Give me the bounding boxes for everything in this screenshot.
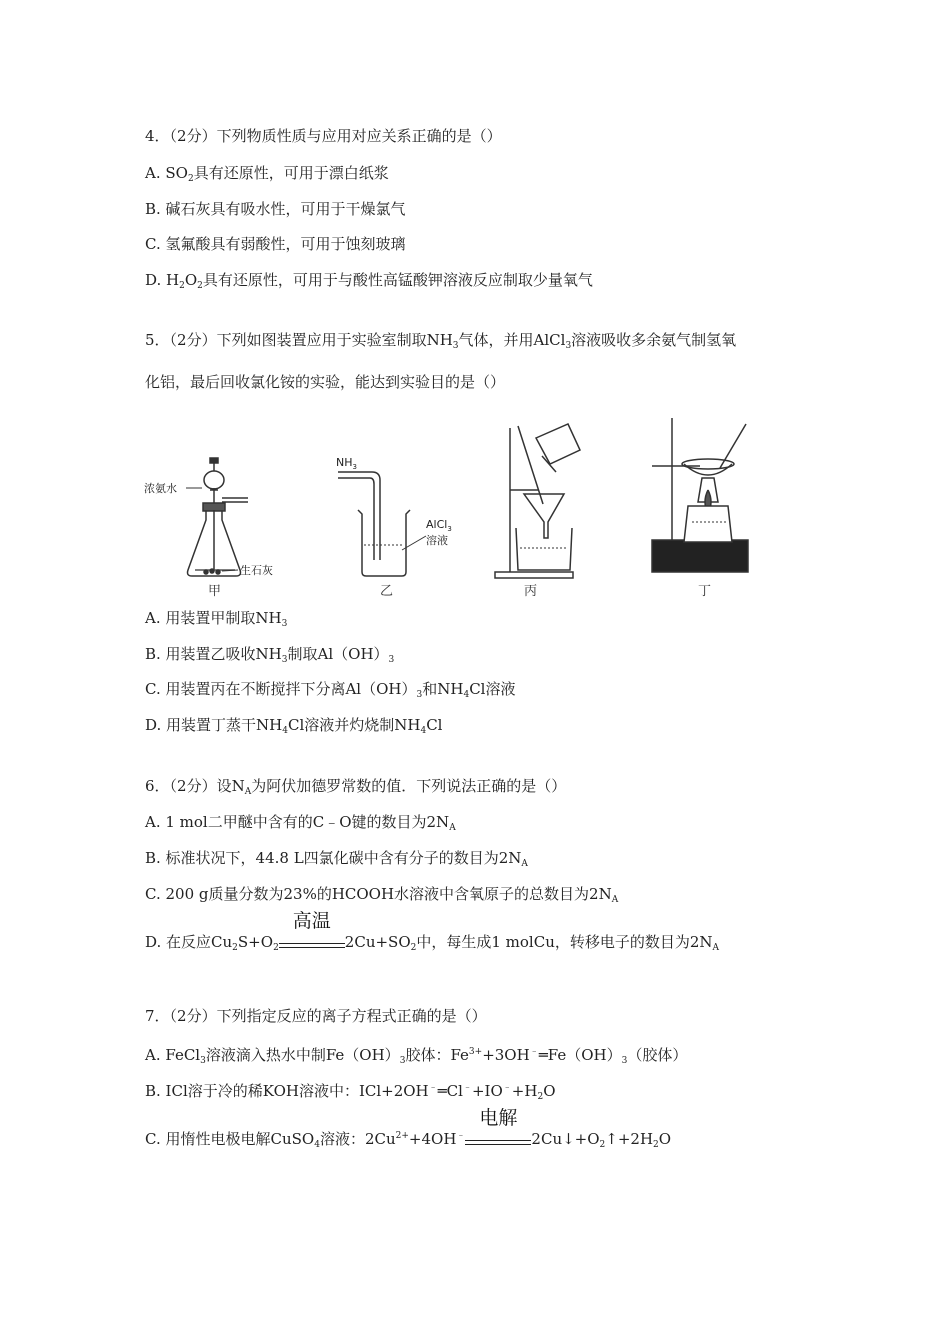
label-nh3: $NH_3$ [336,456,357,471]
q4-option-b[interactable]: B. 碱石灰具有吸水性，可用于干燥氯气 [145,200,406,218]
q4-stem: 4．（2分）下列物质性质与应用对应关系正确的是（） [145,127,502,145]
q5-option-c[interactable]: C. 用装置丙在不断搅拌下分离$Al(OH)_3$和$NH_4Cl$溶液 [145,680,516,700]
label-alcl3: AlCl$_3$ [426,518,452,533]
caption-jia: 甲 [208,584,222,599]
q4-option-a[interactable]: A. $SO_2$具有还原性，可用于漂白纸浆 [145,164,389,184]
q5-option-a[interactable]: A. 用装置甲制取$NH_3$ [145,609,288,629]
q7-option-b[interactable]: B. ICl溶于冷的稀KOH溶液中：$ICl+2OH^﹣═Cl^﹣+IO^﹣+H_2O$ [145,1082,556,1102]
q5-option-d[interactable]: D. 用装置丁蒸干$NH_4Cl$溶液并灼烧制$NH_4Cl$ [145,716,443,736]
apparatus-figure [140,410,760,605]
reaction-condition-high-temp: 高温 [279,933,345,953]
q4-option-d[interactable]: D. $H_2O_2$具有还原性，可用于与酸性高锰酸钾溶液反应制取少量氧气 [145,271,593,291]
q7-option-c[interactable]: C. 用惰性电极电解CuSO$_4$溶液：$2Cu^{2+}+4OH^﹣$ 电解 $2Cu↓+O_2↑+2H_2O$ [145,1107,672,1150]
apparatus-bing [495,424,580,578]
caption-yi: 乙 [380,584,394,599]
label-conc-ammonia: 浓氨水 [144,482,177,495]
apparatus-ding [652,418,748,572]
q7-stem: 7．（2分）下列指定反应的离子方程式正确的是（） [145,1007,487,1025]
q6-option-d[interactable]: D. 在反应$Cu_2S+O_2$ 高温 $2Cu+SO_2$中，每生成1 molCu，转移电子的数目为$2N_A$ [145,910,720,953]
reaction-condition-electrolysis: 电解 [465,1130,531,1150]
q7-option-a[interactable]: A. FeCl$_3$溶液滴入热水中制$Fe(OH)_3$胶体：$Fe^{3+}+3OH^﹣═Fe(OH)_3$（胶体） [145,1046,688,1066]
caption-bing: 丙 [524,584,538,599]
q6-option-a[interactable]: A. 1 mol二甲醚中含有的C﹣O键的数目为$2N_A$ [145,813,456,833]
label-quicklime: 生石灰 [240,564,273,577]
label-solution: 溶液 [426,534,448,547]
q5-stem-line2: 化铝，最后回收氯化铵的实验，能达到实验目的是（） [145,373,506,391]
apparatus-yi [338,472,410,576]
apparatus-jia [188,458,249,576]
q6-stem: 6．（2分）设$N_A$为阿伏加德罗常数的值．下列说法正确的是（） [145,777,567,797]
q5-option-b[interactable]: B. 用装置乙吸收$NH_3$制取$Al(OH)_3$ [145,645,395,665]
q6-option-b[interactable]: B. 标准状况下，44.8 L四氯化碳中含有分子的数目为$2N_A$ [145,849,528,869]
q5-stem-line1: 5．（2分）下列如图装置应用于实验室制取$NH_3$气体，并用AlCl$_3$溶液吸收多余氨气制氢氧 [145,331,737,351]
caption-ding: 丁 [698,584,712,599]
q4-option-c[interactable]: C. 氢氟酸具有弱酸性，可用于蚀刻玻璃 [145,235,406,253]
q6-option-c[interactable]: C. 200 g质量分数为23%的HCOOH水溶液中含氧原子的总数目为$2N_A$ [145,885,619,905]
